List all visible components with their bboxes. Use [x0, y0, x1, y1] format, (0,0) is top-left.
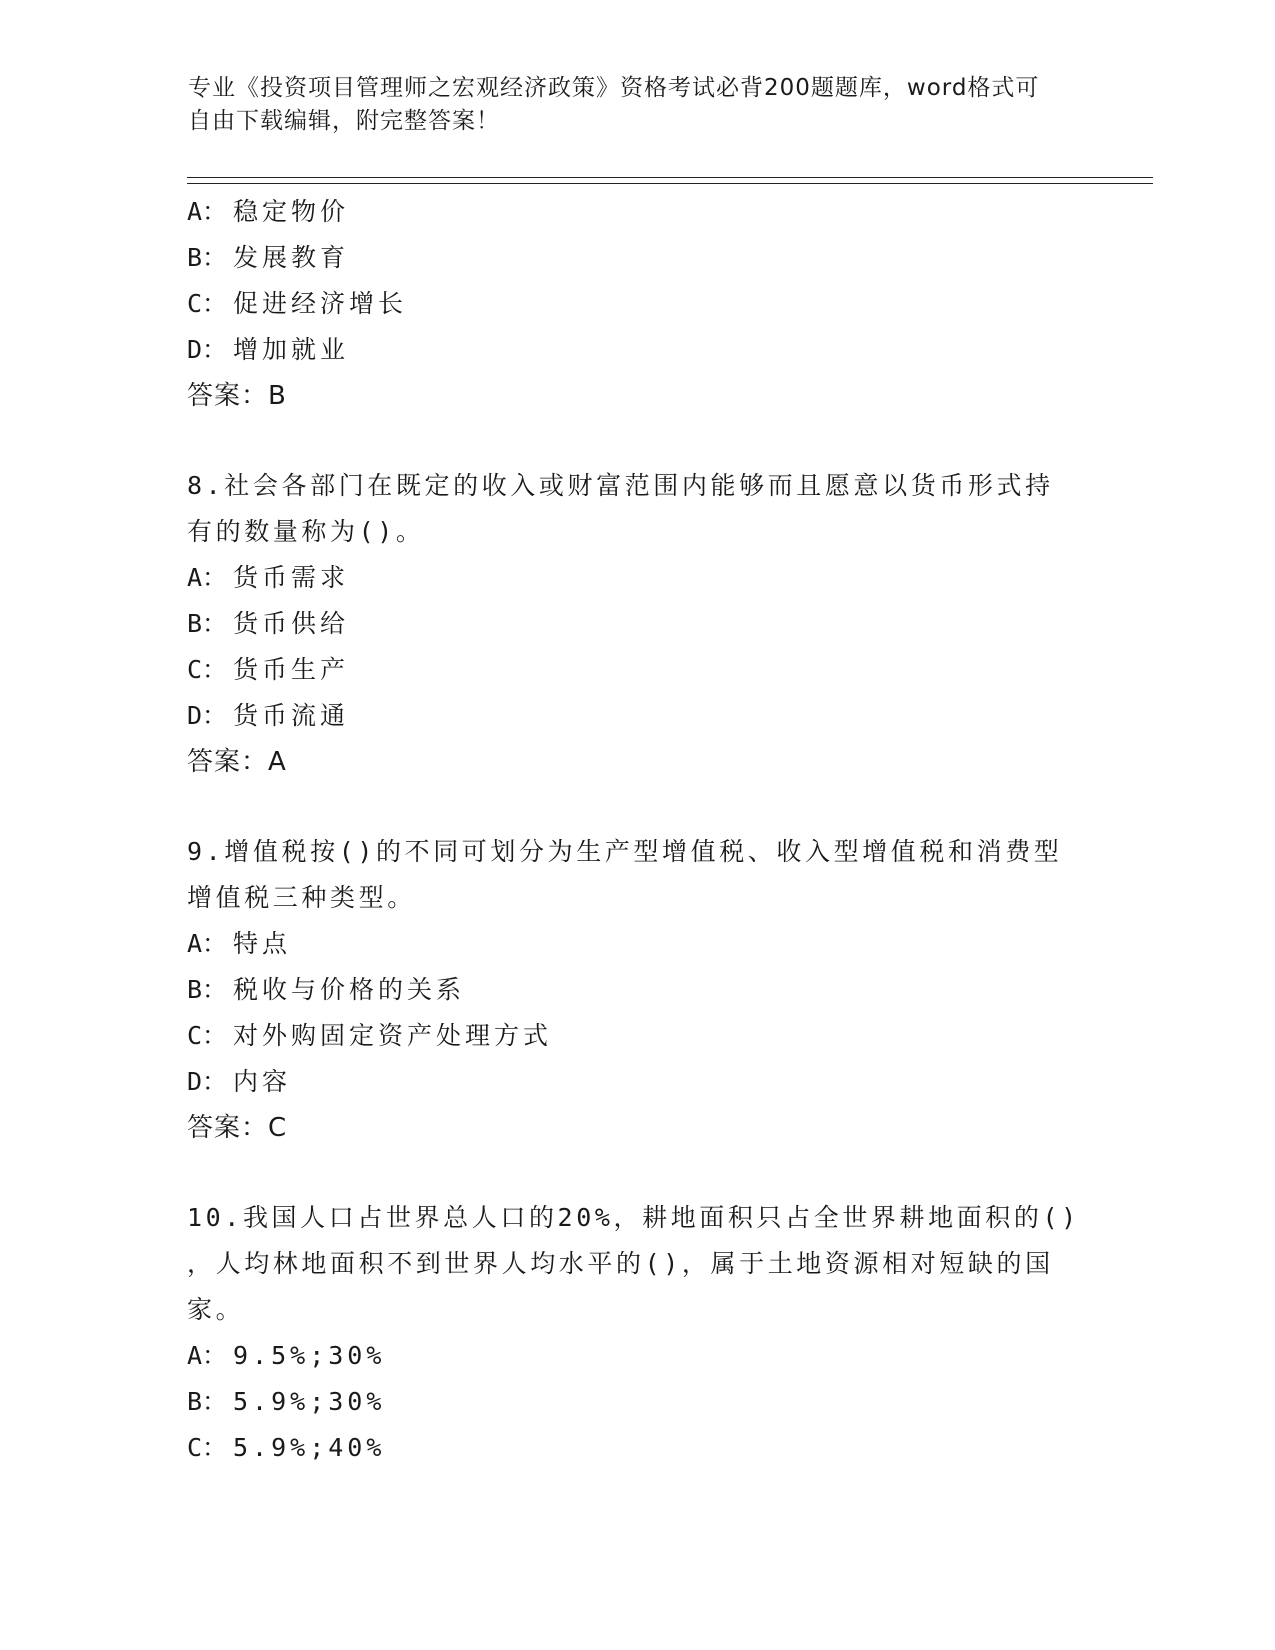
answer-option — [187, 1333, 1067, 1379]
option-text: 货币生产 — [233, 655, 350, 684]
answer-line: 答案：A — [187, 747, 287, 777]
answer-option — [187, 1379, 1067, 1425]
option-text: 特点 — [233, 929, 292, 958]
header-rule-top — [187, 177, 1153, 178]
option-key: B： — [187, 1387, 228, 1416]
question-block — [187, 189, 1067, 419]
answer-line: 答案：B — [187, 381, 287, 411]
option-text: 发展教育 — [233, 243, 350, 272]
question-line: 10.我国人口占世界总人口的20%，耕地面积只占全世界耕地面积的() — [187, 1203, 1080, 1232]
option-text: 内容 — [233, 1067, 292, 1096]
answer-option — [187, 281, 1067, 327]
option-key: A： — [187, 929, 228, 958]
question-block — [187, 829, 1067, 1151]
option-text: 对外购固定资产处理方式 — [233, 1021, 553, 1050]
option-text: 货币供给 — [233, 609, 350, 638]
answer-option — [187, 967, 1067, 1013]
option-key: A： — [187, 197, 228, 226]
option-key: D： — [187, 701, 228, 730]
option-text: 9.5%;30% — [233, 1341, 386, 1370]
answer-option — [187, 189, 1067, 235]
option-key: C： — [187, 1021, 228, 1050]
question-line: 9.增值税按()的不同可划分为生产型增值税、收入型增值税和消费型 — [187, 837, 1063, 866]
question-line: 增值税三种类型。 — [187, 883, 416, 912]
option-text: 促进经济增长 — [233, 289, 408, 318]
question-line: ，人均林地面积不到世界人均水平的()，属于土地资源相对短缺的国 — [187, 1249, 1054, 1278]
answer-option — [187, 601, 1067, 647]
option-text: 货币流通 — [233, 701, 350, 730]
answer-option — [187, 647, 1067, 693]
question-block — [187, 1195, 1080, 1471]
option-text: 稳定物价 — [233, 197, 350, 226]
option-text: 5.9%;30% — [233, 1387, 386, 1416]
answer-option — [187, 1059, 1067, 1105]
answer-option — [187, 555, 1067, 601]
answer-option — [187, 235, 1067, 281]
answer-option — [187, 1013, 1067, 1059]
option-key: A： — [187, 563, 228, 592]
option-text: 税收与价格的关系 — [233, 975, 466, 1004]
answer-option — [187, 921, 1067, 967]
question-block — [187, 463, 1067, 785]
option-key: D： — [187, 1067, 228, 1096]
question-line: 家。 — [187, 1295, 245, 1324]
option-key: B： — [187, 975, 228, 1004]
answer-option — [187, 1425, 1067, 1471]
question-text — [187, 1195, 1080, 1333]
header-rule-bottom — [187, 183, 1153, 184]
question-text — [187, 463, 1067, 555]
option-text: 增加就业 — [233, 335, 350, 364]
document-header — [188, 72, 1068, 138]
option-key: C： — [187, 289, 228, 318]
question-list — [187, 189, 1080, 1471]
option-key: A： — [187, 1341, 228, 1370]
option-key: C： — [187, 1433, 228, 1462]
option-key: C： — [187, 655, 228, 684]
option-key: B： — [187, 609, 228, 638]
header-line-2: 自由下载编辑，附完整答案！ — [188, 108, 500, 134]
answer-option — [187, 693, 1067, 739]
answer-line: 答案：C — [187, 1113, 288, 1143]
answer-option — [187, 327, 1067, 373]
option-text: 货币需求 — [233, 563, 350, 592]
option-text: 5.9%;40% — [233, 1433, 386, 1462]
option-key: B： — [187, 243, 228, 272]
header-line-1: 专业《投资项目管理师之宏观经济政策》资格考试必背200题题库，word格式可 — [188, 75, 1040, 101]
question-line: 8.社会各部门在既定的收入或财富范围内能够而且愿意以货币形式持 — [187, 471, 1054, 500]
option-key: D： — [187, 335, 228, 364]
question-text — [187, 829, 1067, 921]
question-line: 有的数量称为()。 — [187, 517, 425, 546]
